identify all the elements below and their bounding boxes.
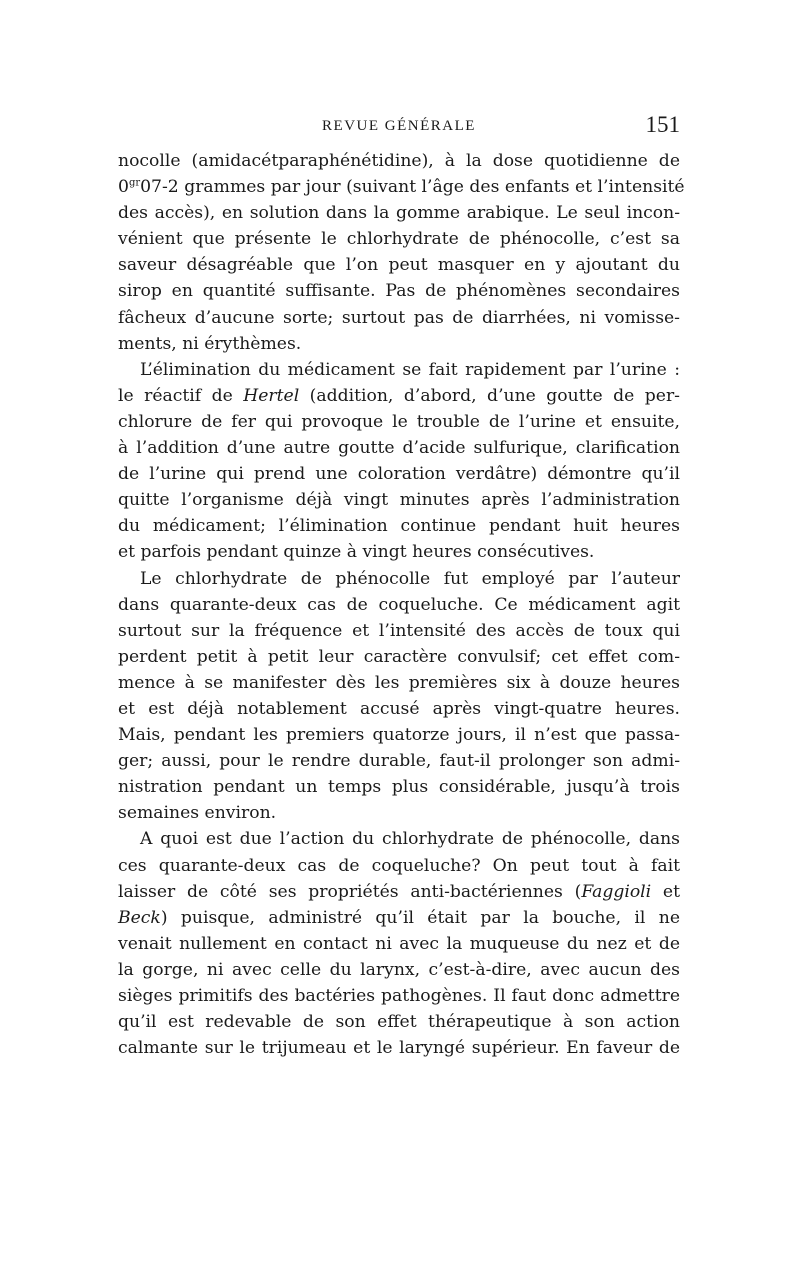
text-line: dans quarante-deux cas de coqueluche. Ce médicament agit xyxy=(118,594,680,615)
unit-superscript: gr xyxy=(128,177,141,189)
text-line: qu’il est redevable de son effet thérapeutique à son action xyxy=(118,1012,680,1033)
text-line: le réactif de Hertel (addition, d’abord, d’une goutte de per- xyxy=(118,385,680,406)
text-line: Beck) puisque, administré qu’il était par la bouche, il ne xyxy=(118,907,680,928)
paragraph xyxy=(118,826,680,1061)
text-line: Mais, pendant les premiers quatorze jours, il n’est que passa- xyxy=(118,725,680,746)
text-line: sirop en quantité suffisante. Pas de phénomènes secondaires xyxy=(118,281,680,302)
paragraph xyxy=(118,357,680,566)
text-line: à l’addition d’une autre goutte d’acide sulfurique, clarification xyxy=(118,438,680,459)
author-name: Beck xyxy=(118,907,161,928)
text-line: calmante sur le trijumeau et le laryngé supérieur. En faveur de xyxy=(118,1038,680,1059)
text-line: quitte l’organisme déjà vingt minutes après l’administration xyxy=(118,490,680,511)
text-line: et parfois pendant quinze à vingt heures consécutives. xyxy=(118,542,595,563)
text-line: L’élimination du médicament se fait rapidement par l’urine : xyxy=(140,359,680,380)
text-line: surtout sur la fréquence et l’intensité des accès de toux qui xyxy=(118,620,680,641)
paragraph xyxy=(118,148,685,357)
text-line: fâcheux d’aucune sorte; surtout pas de diarrhées, ni vomisse- xyxy=(118,307,680,328)
text-line: perdent petit à petit leur caractère convulsif; cet effet com- xyxy=(118,646,680,667)
text-line: chlorure de fer qui provoque le trouble de l’urine et ensuite, xyxy=(118,411,680,432)
text-line: saveur désagréable que l’on peut masquer en y ajoutant du xyxy=(118,255,680,276)
text-line: Le chlorhydrate de phénocolle fut employé par l’auteur xyxy=(140,568,680,589)
running-head-title: REVUE GÉNÉRALE xyxy=(322,118,476,134)
running-head xyxy=(118,112,680,146)
text-line: laisser de côté ses propriétés anti-bactériennes (Faggioli et xyxy=(118,881,680,902)
text-line: semaines environ. xyxy=(118,803,277,824)
text-line: de l’urine qui prend une coloration verdâtre) démontre qu’il xyxy=(118,464,680,485)
text-line: sièges primitifs des bactéries pathogènes. Il faut donc admettre xyxy=(118,986,680,1006)
text-line: et est déjà notablement accusé après vingt-quatre heures. xyxy=(118,698,680,719)
text-line: vénient que présente le chlorhydrate de phénocolle, c’est sa xyxy=(118,229,680,250)
text-line: ces quarante-deux cas de coqueluche? On peut tout à fait xyxy=(118,855,680,876)
text-line: ments, ni érythèmes. xyxy=(118,333,302,354)
text-line: venait nullement en contact ni avec la muqueuse du nez et de xyxy=(118,933,680,954)
text-line: $0^{gr}07-2$ grammes par jour (suivant l’âge des enfants et l’intensité xyxy=(118,177,685,198)
text-line: A quoi est due l’action du chlorhydrate de phénocolle, dans xyxy=(140,829,680,850)
text-line: ger; aussi, pour le rendre durable, faut-il prolonger son admi- xyxy=(118,751,680,772)
author-name: Hertel xyxy=(243,385,300,406)
text-body xyxy=(118,148,685,1061)
text-line: mence à se manifester dès les premières six à douze heures xyxy=(118,672,680,693)
author-name: Faggioli xyxy=(581,881,652,902)
text-line: du médicament; l’élimination continue pendant huit heures xyxy=(118,516,680,537)
text-line: des accès), en solution dans la gomme arabique. Le seul incon- xyxy=(118,203,680,224)
text-line: la gorge, ni avec celle du larynx, c’est-à-dire, avec aucun des xyxy=(118,959,680,980)
text-line: nocolle (amidacétparaphénétidine), à la dose quotidienne de xyxy=(118,151,680,171)
page-number: 151 xyxy=(645,112,680,137)
text-line: nistration pendant un temps plus considérable, jusqu’à trois xyxy=(118,777,680,798)
paragraph xyxy=(118,566,680,827)
